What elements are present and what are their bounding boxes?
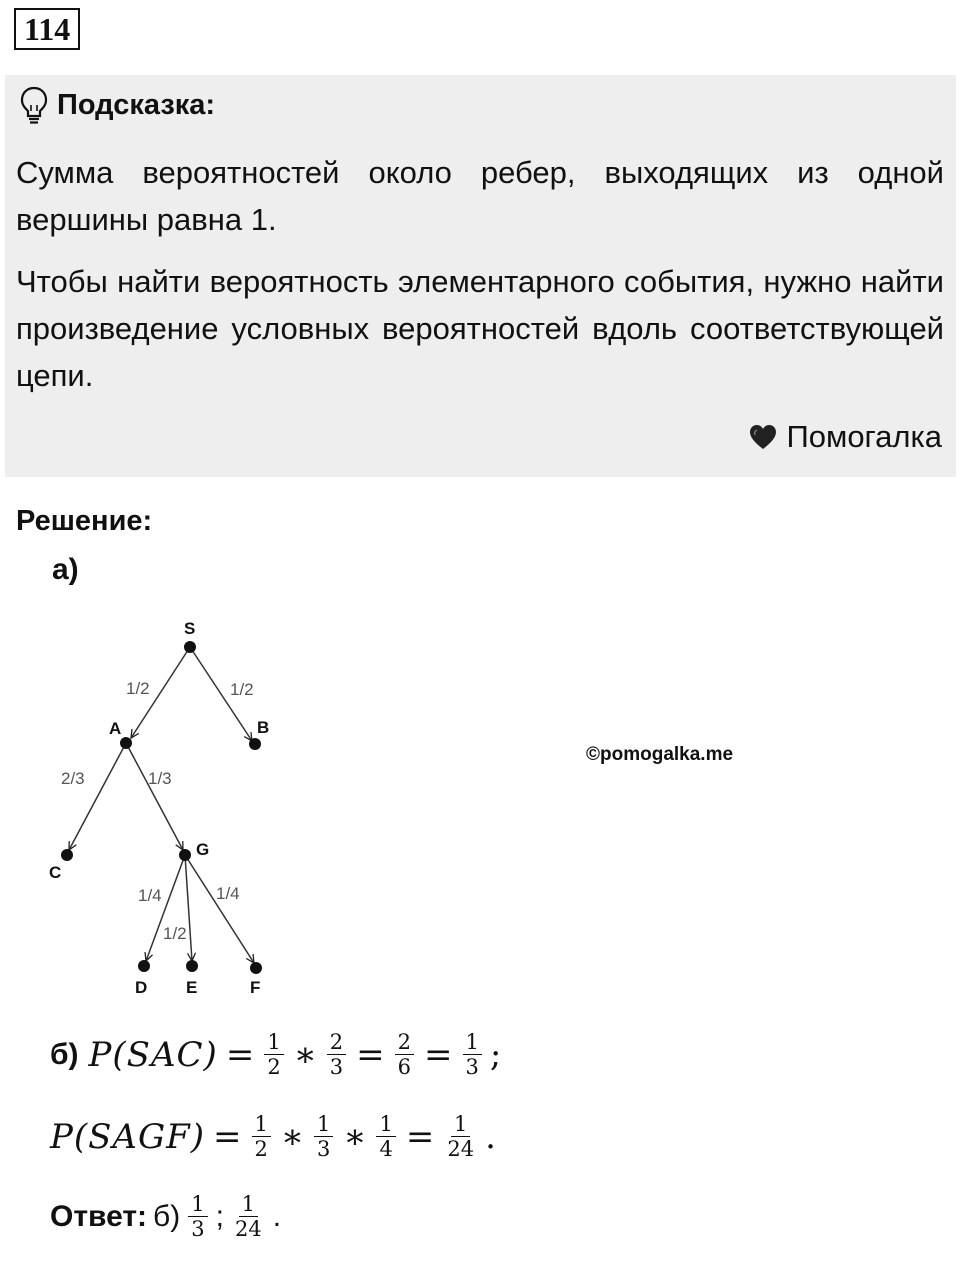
node-f (250, 962, 262, 974)
multiply-sign: ∗ (343, 1116, 367, 1157)
node-label-a: A (109, 719, 122, 738)
node-s (184, 641, 196, 653)
formula-p-sac (50, 1030, 501, 1079)
solution-title: Решение: (16, 505, 153, 537)
node-label-d: D (135, 978, 148, 997)
formula-p-sagf (50, 1112, 496, 1161)
hint-box (5, 75, 956, 477)
multiply-sign: ∗ (280, 1116, 304, 1157)
edge-a-g (126, 743, 183, 850)
edge-label-g-e: 1/2 (163, 924, 187, 943)
period: . (485, 1116, 496, 1157)
edge-g-e (185, 855, 192, 961)
equals-sign: = (225, 1034, 255, 1075)
answer-prefix: б) (153, 1199, 181, 1233)
node-label-e: E (186, 978, 198, 997)
equals-sign: = (424, 1034, 453, 1075)
edge-label-a-c: 2/3 (61, 769, 85, 788)
fraction: $\frac{2}{6}$ (395, 1030, 414, 1079)
formula-lhs: P(SAGF) (50, 1116, 206, 1157)
edge-g-d (146, 855, 185, 961)
equals-sign: = (356, 1034, 385, 1075)
hint-paragraph-1: Сумма вероятностей около ребер, выходящих из одной вершины равна 1. (16, 155, 944, 237)
brand-name: Помогалка (786, 419, 942, 454)
edge-g-f (185, 855, 254, 963)
edge-a-c (69, 743, 126, 850)
node-label-f: F (250, 978, 261, 997)
lightbulb-icon (19, 85, 49, 125)
edge-label-a-g: 1/3 (148, 769, 172, 788)
fraction: $\frac{1}{24}$ (447, 1112, 475, 1161)
edge-label-g-f: 1/4 (216, 884, 240, 903)
equals-sign: = (213, 1116, 242, 1157)
edge-label-g-d: 1/4 (138, 886, 162, 905)
fraction: $\frac{1}{2}$ (252, 1112, 271, 1161)
fraction: $\frac{1}{3}$ (463, 1030, 482, 1079)
fraction: $\frac{2}{3}$ (327, 1030, 346, 1079)
edge-label-s-b: 1/2 (230, 680, 254, 699)
multiply-sign: ∗ (293, 1034, 317, 1075)
edge-label-s-a: 1/2 (126, 679, 150, 698)
equals-sign: = (405, 1116, 435, 1157)
hint-title: Подсказка: (57, 88, 216, 121)
heart-icon (748, 423, 778, 451)
node-label-c: C (49, 863, 62, 882)
fraction: $\frac{1}{24}$ (234, 1192, 262, 1241)
answer-label: Ответ: (50, 1199, 148, 1233)
node-a (120, 737, 132, 749)
part-b-label: б) (50, 1037, 79, 1071)
probability-tree (0, 600, 320, 1000)
fraction: $\frac{1}{3}$ (188, 1192, 207, 1241)
brand-signature (748, 415, 942, 459)
node-b (249, 738, 261, 750)
hint-paragraph-2: Чтобы найти вероятность элементарного события, нужно найти произведение условных вероятностей вдоль соответствующей цепи. (16, 264, 944, 393)
period: . (272, 1199, 282, 1233)
formula-lhs: P(SAC) (88, 1034, 218, 1075)
fraction: $\frac{1}{3}$ (314, 1112, 333, 1161)
node-label-b: B (257, 718, 270, 737)
task-number: 114 (14, 8, 80, 50)
node-label-g: G (196, 840, 210, 859)
fraction: $\frac{1}{4}$ (376, 1112, 395, 1161)
semicolon: ; (489, 1034, 502, 1075)
node-d (138, 960, 150, 972)
node-c (61, 849, 73, 861)
part-a-label: а) (52, 553, 79, 586)
answer-line (50, 1192, 281, 1241)
node-label-s: S (184, 619, 196, 638)
separator: ; (215, 1199, 224, 1233)
node-e (186, 960, 198, 972)
node-g (179, 849, 191, 861)
fraction: $\frac{1}{2}$ (264, 1030, 283, 1079)
hint-header (19, 85, 215, 125)
watermark: ©pomogalka.me (586, 744, 734, 765)
